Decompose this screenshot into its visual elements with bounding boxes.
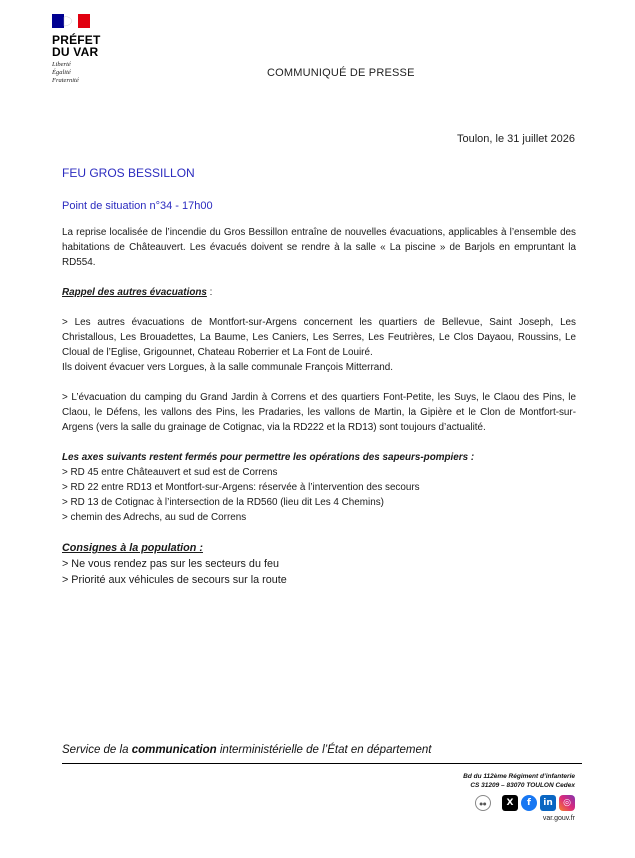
evacuations-heading-text: Rappel des autres évacuations (62, 287, 207, 298)
consignes-heading: Consignes à la population : (62, 542, 203, 554)
footer-title-part-1: Service de la (62, 744, 132, 756)
evacuations-heading (62, 285, 576, 300)
instagram-icon[interactable]: ◎ (559, 795, 575, 811)
release-body (62, 225, 576, 588)
x-icon[interactable]: X (502, 795, 518, 811)
footer-divider (62, 763, 582, 764)
linkedin-icon[interactable]: in (540, 795, 556, 811)
evacuations-heading-suffix: : (206, 287, 213, 298)
facebook-icon[interactable]: f (521, 795, 537, 811)
brand-line-2: DU VAR (52, 45, 99, 59)
roads-heading: Les axes suivants restent fermés pour permettre les opérations des sapeurs-pompiers : (62, 452, 475, 463)
page-title: FEU GROS BESSILLON (62, 166, 195, 180)
motto-egalite: Égalité (52, 69, 71, 76)
marianne-icon (52, 14, 90, 28)
road-item: > chemin des Adrechs, au sud de Correns (62, 512, 247, 523)
consigne-item: > Priorité aux véhicules de secours sur la route (62, 574, 287, 586)
evacuations-paragraph-2: > L’évacuation du camping du Grand Jardin à Correns et des quartiers Font-Petite, les Suys, le Claou des Pins, le Claou, le Défens, les vallons des Pins, les Pradaries, les vallons de Martin, la Gipière et le Clon de Montfort-sur-Argens (vers la salle du grainage de Cotignac, via la RD222 et la RD13) sont toujours d’actualité. (62, 392, 576, 433)
intro-paragraph: La reprise localisée de l’incendie du Gros Bessillon entraîne de nouvelles évacuations, applicables à l’ensemble des habitations de Châteauvert. Les évacués doivent se rendre à la salle « La piscine » de Barjols en empruntant la RD554. (62, 227, 576, 268)
address-line-2: CS 31209 – 83070 TOULON Cedex (470, 782, 575, 789)
social-links (475, 795, 575, 811)
brand-line-1: PRÉFET (52, 33, 101, 47)
road-item: > RD 22 entre RD13 et Montfort-sur-Argens: réservée à l’intervention des secours (62, 482, 420, 493)
address-line-1: Bd du 112ème Régiment d’infanterie (463, 773, 575, 780)
document-type: COMMUNIQUÉ DE PRESSE (267, 67, 415, 79)
evacuations-paragraph-1: > Les autres évacuations de Montfort-sur-Argens concernent les quartiers de Bellevue, Saint Joseph, Les Christallous, Les Brouadettes, La Baume, Les Caniers, Les Serres, Les Feutrières, Le Clos Dayaou, Roussins, Le Cloual de l’Eglise, Grigounnet, Chateau Roberrier et La Font de Louiré. (62, 317, 576, 358)
release-date: Toulon, le 31 juillet 2026 (456, 133, 575, 145)
motto-liberte: Liberté (52, 61, 71, 68)
prefet-logo (52, 14, 132, 85)
road-item: > RD 45 entre Châteauvert et sud est de Correns (62, 467, 278, 478)
website-link[interactable]: var.gouv.fr (542, 815, 575, 822)
footer-address (463, 772, 575, 790)
footer-title-part-2: interministérielle de l’État en département (216, 744, 432, 756)
page-subtitle: Point de situation n°34 - 17h00 (62, 200, 213, 212)
motto-fraternite: Fraternité (52, 77, 79, 84)
evacuations-paragraph-1b: Ils doivent évacuer vers Lorgues, à la salle communale François Mitterrand. (62, 362, 393, 373)
consigne-item: > Ne vous rendez pas sur les secteurs du feu (62, 558, 279, 570)
road-item: > RD 13 de Cotignac à l’intersection de la RD560 (lieu dit Les 4 Chemins) (62, 497, 384, 508)
footer-title-bold: communication (131, 744, 217, 756)
footer-service-title (62, 744, 431, 756)
mastodon-icon[interactable]: ●● (475, 795, 491, 811)
